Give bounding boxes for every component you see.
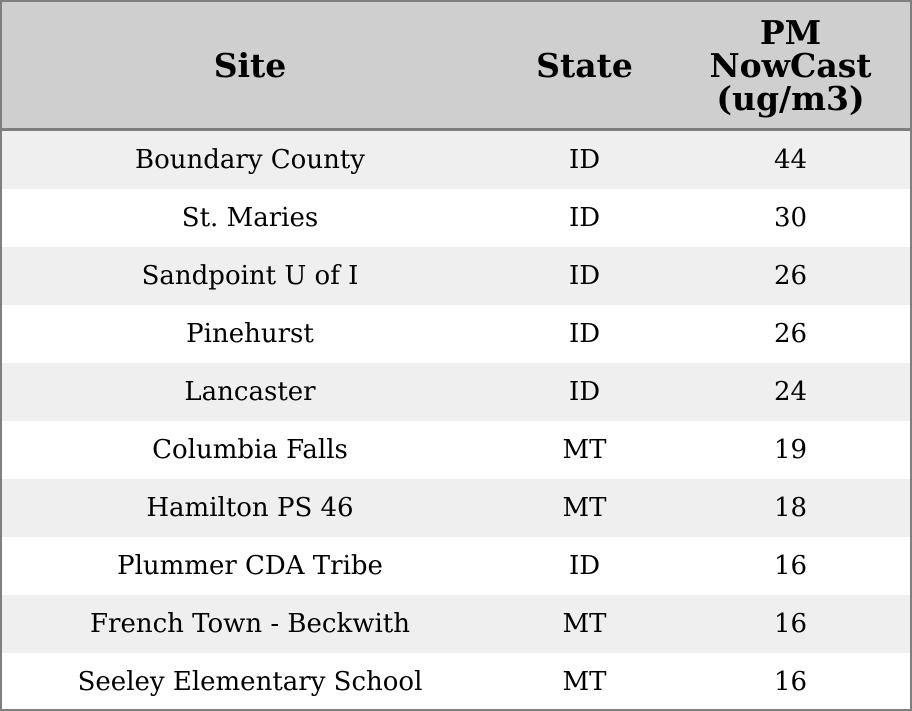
table-body [2, 130, 910, 711]
column-header-state [498, 2, 671, 130]
table-row [2, 653, 910, 711]
header-row [2, 2, 910, 130]
header-site-line: Site [213, 45, 287, 85]
column-header-site [2, 2, 498, 130]
cell-site: Pinehurst [2, 305, 498, 363]
cell-state: ID [498, 189, 671, 247]
table-row [2, 189, 910, 247]
table-row [2, 305, 910, 363]
table-row [2, 537, 910, 595]
cell-site: Lancaster [2, 363, 498, 421]
pm-nowcast-table [2, 2, 910, 711]
cell-site: French Town - Beckwith [2, 595, 498, 653]
table-row [2, 130, 910, 190]
header-state-line: State [536, 45, 633, 85]
cell-site: Boundary County [2, 130, 498, 190]
table-row [2, 479, 910, 537]
table-header [2, 2, 910, 130]
cell-site: Hamilton PS 46 [2, 479, 498, 537]
cell-pm: 24 [671, 363, 910, 421]
cell-pm: 16 [671, 653, 910, 711]
header-pm-line-3: (ug/m3) [716, 78, 865, 118]
cell-pm: 26 [671, 247, 910, 305]
cell-state: ID [498, 305, 671, 363]
cell-site: Plummer CDA Tribe [2, 537, 498, 595]
column-header-pm-nowcast [671, 2, 910, 130]
header-pm-line-1: PM [759, 12, 822, 52]
table-row [2, 421, 910, 479]
cell-state: ID [498, 363, 671, 421]
cell-pm: 19 [671, 421, 910, 479]
header-pm-line-2: NowCast [709, 45, 872, 85]
cell-state: MT [498, 653, 671, 711]
cell-state: ID [498, 130, 671, 190]
cell-pm: 30 [671, 189, 910, 247]
cell-pm: 16 [671, 595, 910, 653]
cell-pm: 16 [671, 537, 910, 595]
table-row [2, 595, 910, 653]
cell-site: Sandpoint U of I [2, 247, 498, 305]
cell-state: MT [498, 595, 671, 653]
cell-state: ID [498, 247, 671, 305]
cell-site: Seeley Elementary School [2, 653, 498, 711]
table-row [2, 363, 910, 421]
cell-site: St. Maries [2, 189, 498, 247]
cell-site: Columbia Falls [2, 421, 498, 479]
cell-state: MT [498, 421, 671, 479]
cell-state: ID [498, 537, 671, 595]
cell-pm: 44 [671, 130, 910, 190]
cell-pm: 18 [671, 479, 910, 537]
cell-pm: 26 [671, 305, 910, 363]
table-row [2, 247, 910, 305]
cell-state: MT [498, 479, 671, 537]
